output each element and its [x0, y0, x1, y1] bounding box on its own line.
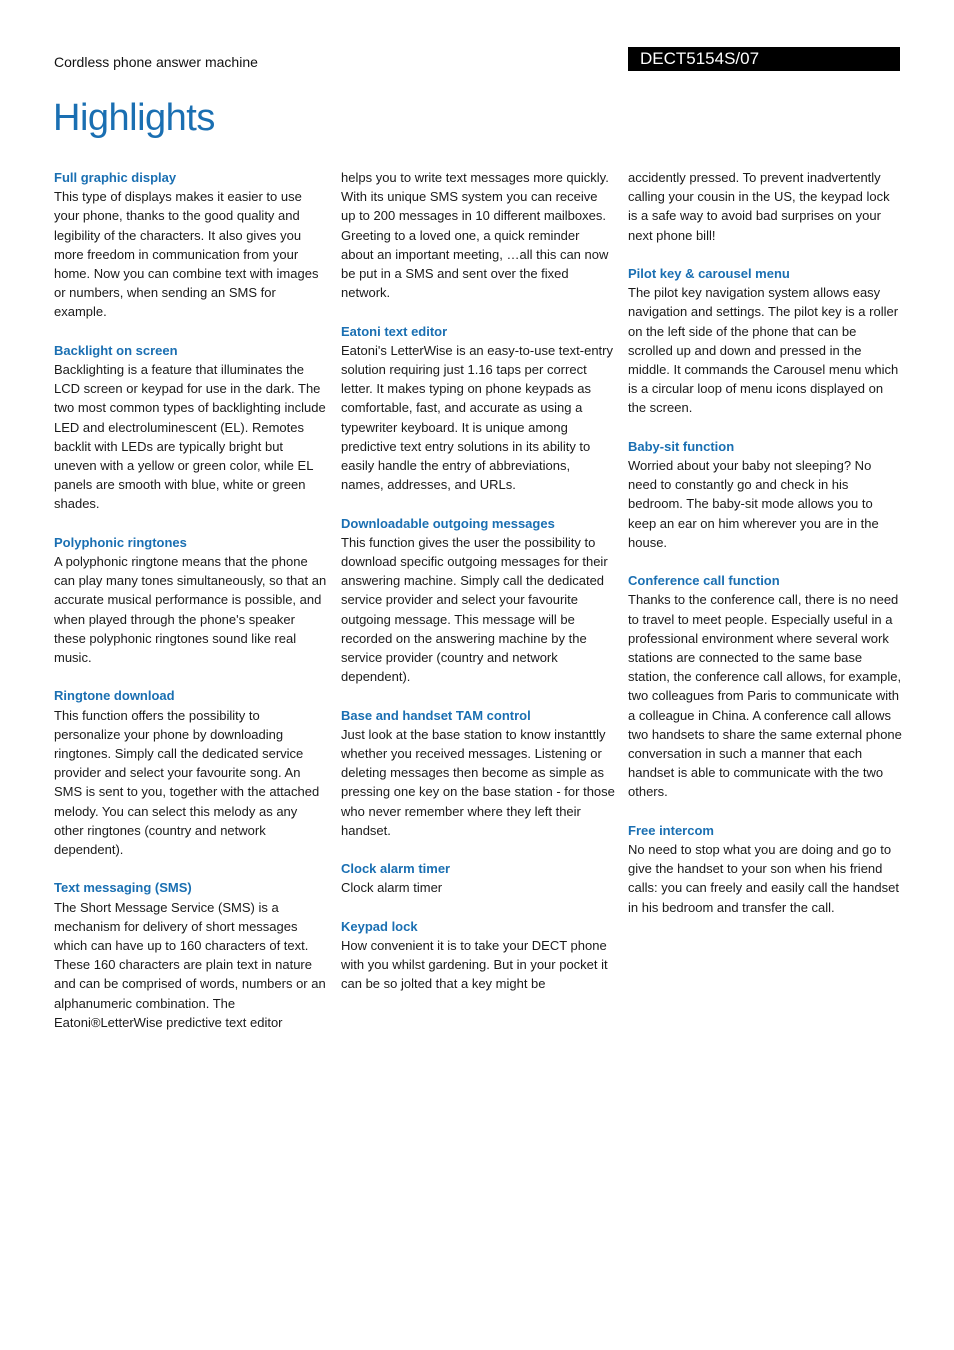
- feature-heading: Downloadable outgoing messages: [341, 515, 555, 531]
- highlights-column-1: [54, 168, 328, 1051]
- feature-section-backlight-on-screen: [54, 341, 328, 514]
- continued-text: helps you to write text messages more quickly. With its unique SMS system you can receive up to 200 messages in 10 different mailboxes. Greeting to a loved one, a quick reminder about an important meeting, …all this can now be put in a SMS and sent over the fixed network.: [341, 170, 609, 301]
- feature-description: Thanks to the conference call, there is no need to travel to meet people. Especially useful in a professional environment where several work stations are connected to the same base station, the conference call allows, for example, two colleagues from Paris to communicate with a colleague in China. A conference call allows two handsets to share the same external phone conversation in such a manner that each handset is able to communicate with the two others.: [628, 592, 902, 800]
- feature-heading: Full graphic display: [54, 170, 177, 185]
- feature-heading: Polyphonic ringtones: [54, 534, 187, 550]
- document-subtitle: Cordless phone answer machine: [54, 54, 258, 70]
- feature-heading: Backlight on screen: [54, 342, 178, 358]
- feature-section-base-and-handset-tam-control: [341, 706, 615, 840]
- feature-description: This function gives the user the possibility to download specific outgoing messages for their answering machine. Simply call the dedicated service provider and select your favourite outgoing message. This message will be recorded on the answering machine by the service provider (country and network dependent).: [341, 534, 608, 685]
- feature-description: A polyphonic ringtone means that the phone can play many tones simultaneously, so that an accurate musical performance is possible, and when played through the phone's speaker these polyphonic ringtones sound like real music.: [54, 554, 327, 666]
- feature-description: Backlighting is a feature that illuminates the LCD screen or keypad for use in the dark. The two most common types of backlighting include LED and electroluminescent (EL). Remotes backlit with LEDs are typically bright but uneven with a yellow or green color, while EL panels are smooth with blue, white or green shades.: [54, 362, 326, 512]
- feature-heading: Base and handset TAM control: [341, 707, 531, 723]
- feature-section-pilot-key-carousel-menu: [628, 264, 902, 418]
- feature-description: Just look at the base station to know instanttly whether you received messages. Listening or deleting messages then become as simple as pressing one key on the base station - for those who never remember where they left their handset.: [341, 726, 615, 838]
- model-number-badge: DECT5154S/07: [628, 47, 900, 71]
- feature-section-full-graphic-display: [54, 168, 328, 322]
- feature-section-conference-call-function: [628, 571, 902, 801]
- feature-heading: Baby-sit function: [628, 438, 735, 454]
- feature-description: Clock alarm timer: [341, 880, 443, 896]
- highlights-column-2: [341, 168, 615, 1013]
- feature-heading: Conference call function: [628, 573, 780, 589]
- feature-section-baby-sit-function: [628, 437, 902, 552]
- feature-description: This type of displays makes it easier to use your phone, thanks to the good quality and legibility of the characters. It also gives you more freedom in communication from your home. Now you can combine text with images or numbers, when sending an SMS for example.: [54, 189, 319, 320]
- feature-description: Worried about your baby not sleeping? No need to constantly go and check in his bedroom. The baby-sit mode allows you to keep an ear on him wherever you are in the house.: [628, 458, 879, 550]
- feature-heading: Ringtone download: [54, 688, 175, 704]
- continued-text: accidently pressed. To prevent inadvertently calling your cousin in the US, the keypad lock is a safe way to avoid bad surprises on your next phone bill!: [628, 170, 890, 243]
- feature-section-keypad-lock: [341, 917, 615, 994]
- feature-heading: Keypad lock: [341, 918, 418, 934]
- feature-heading: Pilot key & carousel menu: [628, 266, 790, 281]
- feature-heading: Text messaging (SMS): [54, 880, 192, 896]
- feature-description: Eatoni's LetterWise is an easy-to-use text-entry solution requiring just 1.16 taps per correct letter. It makes typing on phone keypads as comfortable, fast, and accurate as using a typewriter keyboard. It is unique among predictive text entry solutions in its ability to easily handle the entry of abbreviations, names, addresses, and URLs.: [341, 342, 613, 493]
- feature-section-downloadable-outgoing-messages: [341, 514, 615, 687]
- feature-section-free-intercom: [628, 821, 902, 917]
- feature-description: The pilot key navigation system allows easy navigation and settings. The pilot key is a roller on the left side of the phone that can be scrolled up and down and pressed in the middle. It commands the Carousel menu which is a circular loop of menu icons displayed on the screen.: [628, 285, 899, 416]
- feature-section-eatoni-text-editor: [341, 322, 615, 495]
- feature-description: This function offers the possibility to personalize your phone by downloading ringtones. Simply call the dedicated service provider and select your favourite song. An SMS is sent to you, together with the attached melody. You can select this melody as any other ringtones (country and network dependent).: [54, 707, 320, 858]
- page-title: Highlights: [53, 97, 215, 139]
- feature-heading: Clock alarm timer: [341, 861, 451, 877]
- feature-description: How convenient it is to take your DECT phone with you whilst gardening. But in your pocket it can be so jolted that a key might be: [341, 938, 608, 992]
- feature-heading: Eatoni text editor: [341, 323, 448, 339]
- feature-section-text-messaging: [54, 878, 328, 1032]
- feature-description: The Short Message Service (SMS) is a mechanism for delivery of short messages which can have up to 160 characters of text. These 160 characters are plain text in nature and can be comprised of words, numbers or an alphanumeric combination. The Eatoni®LetterWise predictive text editor: [54, 899, 326, 1030]
- feature-description: No need to stop what you are doing and go to give the handset to your son when his friend calls: you can freely and easily call the handset in his bedroom and transfer the call.: [628, 842, 899, 915]
- feature-section-ringtone-download: [54, 686, 328, 859]
- feature-section-clock-alarm-timer: [341, 859, 615, 897]
- highlights-column-3: [628, 168, 902, 936]
- feature-section-polyphonic-ringtones: [54, 533, 328, 667]
- feature-heading: Free intercom: [628, 822, 714, 838]
